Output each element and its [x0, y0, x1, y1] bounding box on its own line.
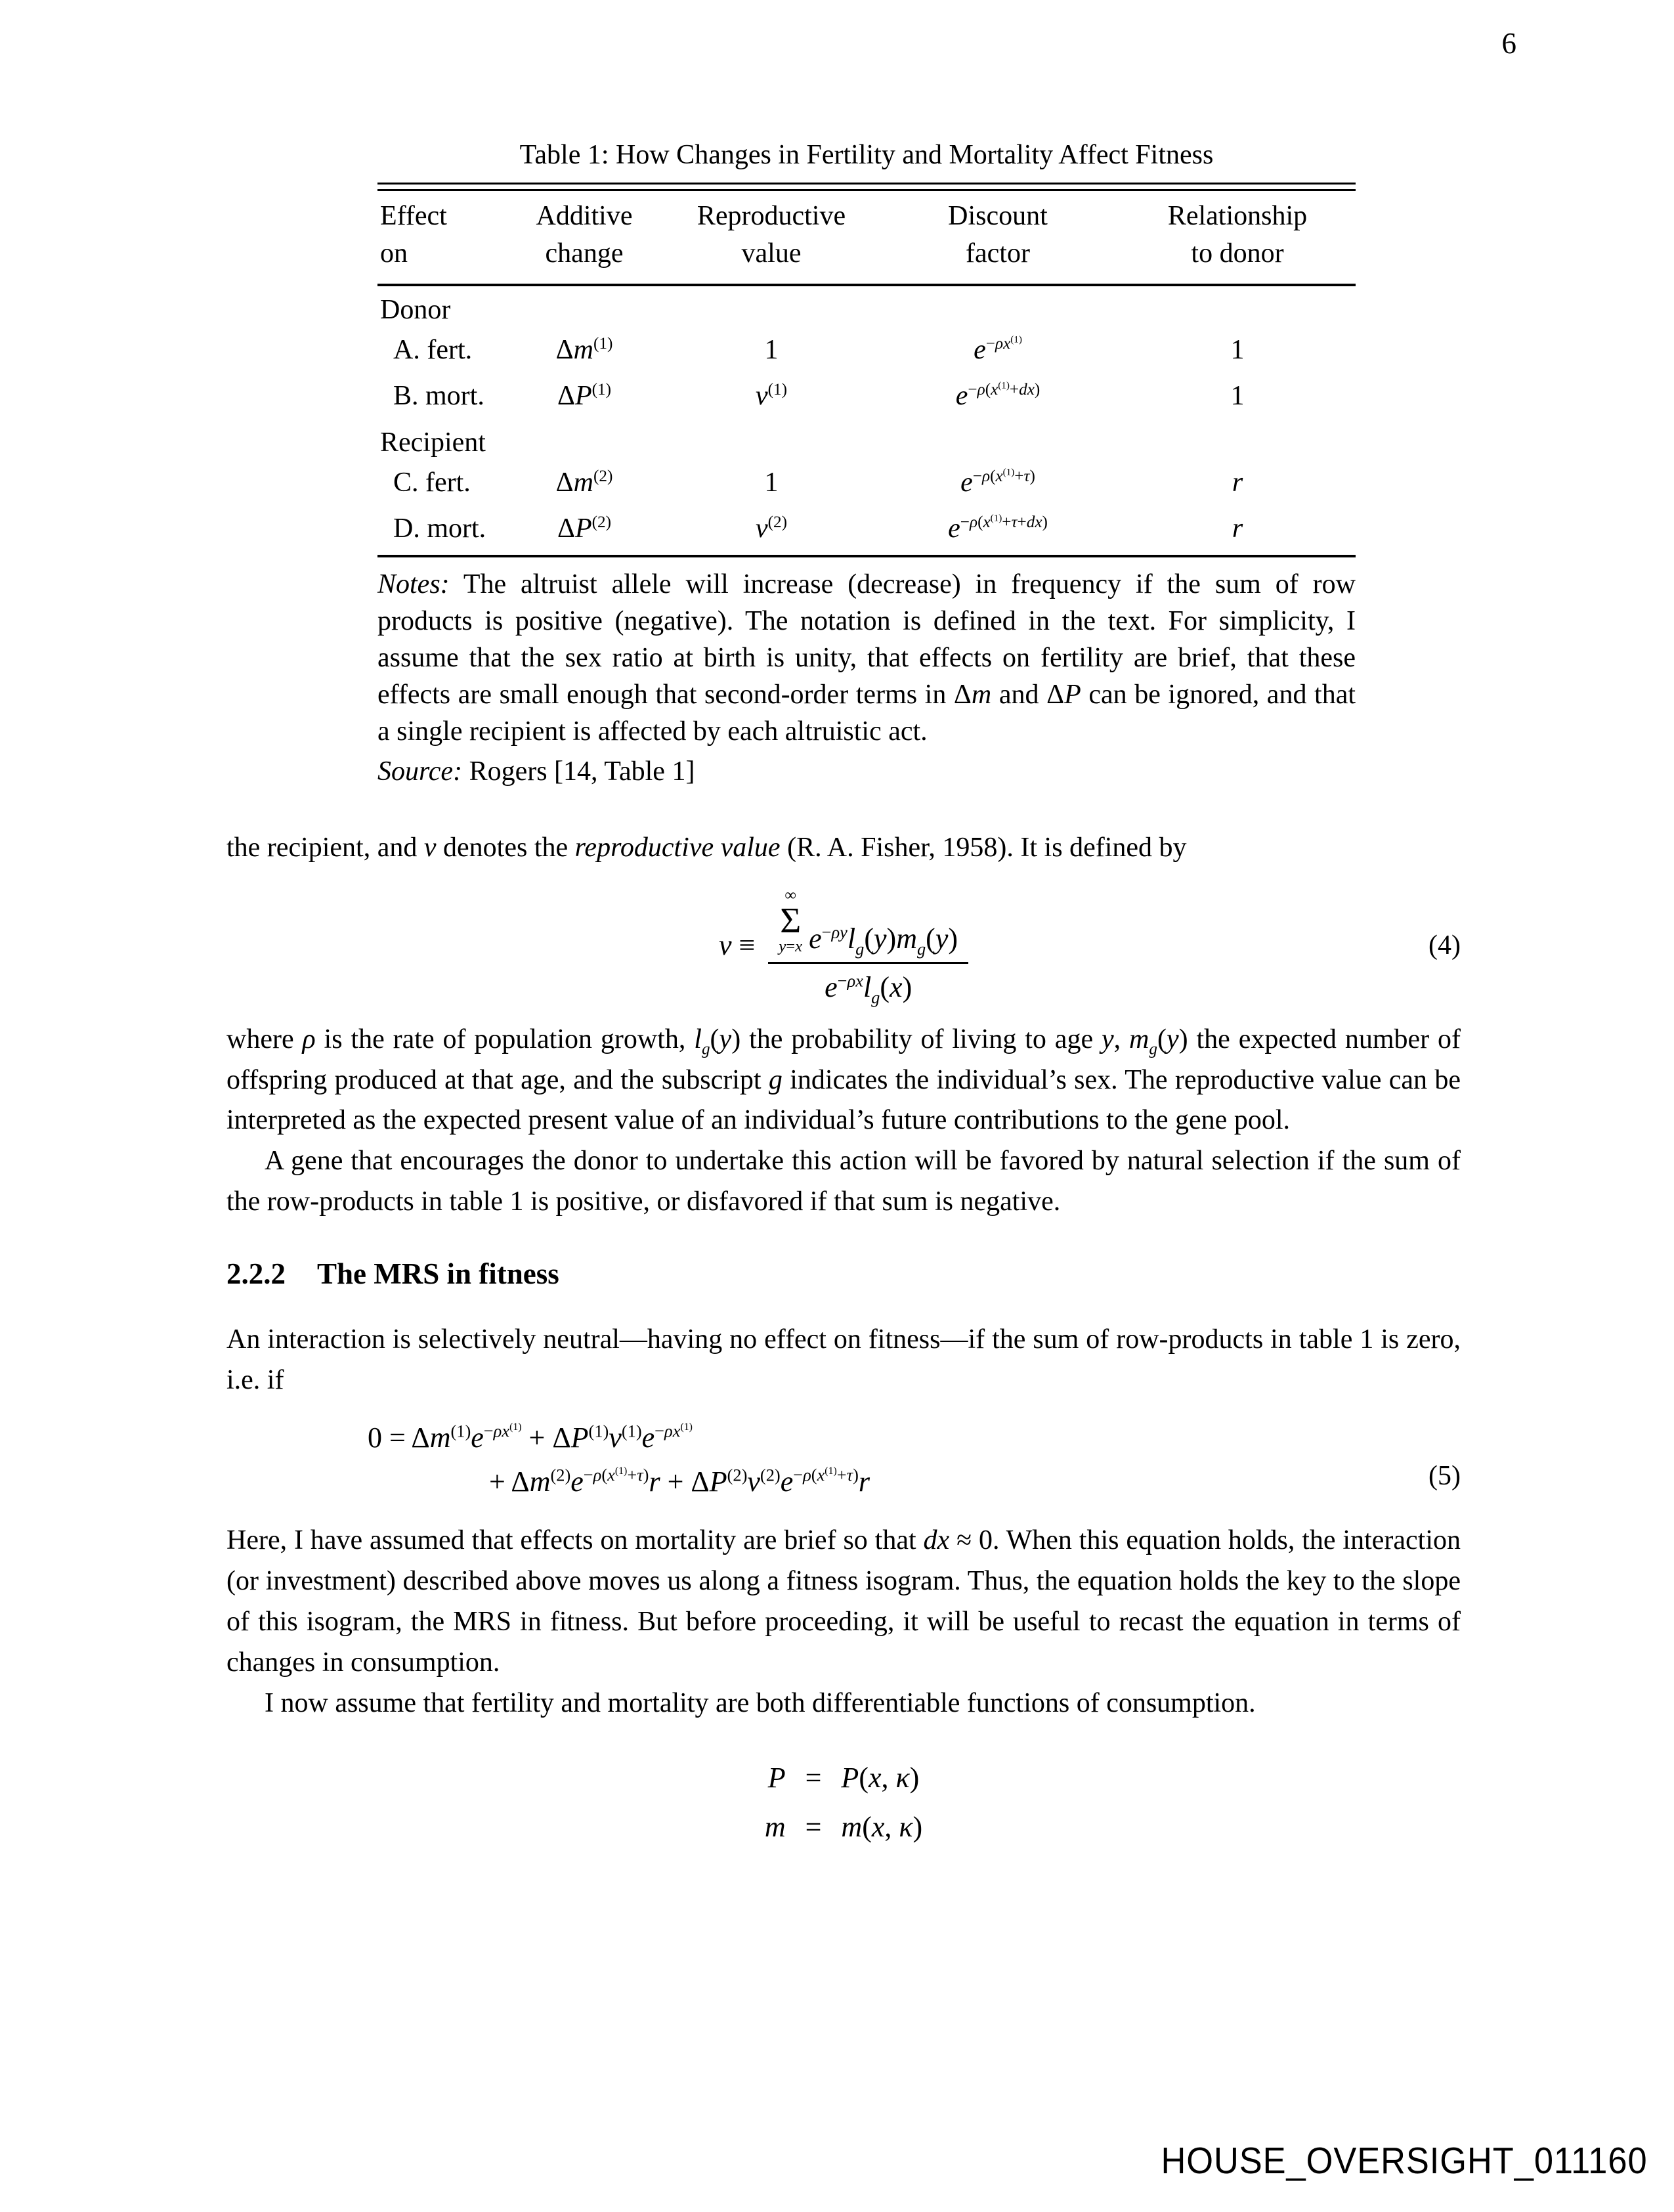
table-notes: Notes: The altruist allele will increase (decrease) in frequency if the sum of row products is positive (negative). The notation is defined in the text. For simplicity, I assume that the sex ratio at birth is unity, that effects on fertility are brief, that these effects are small enough that second-order terms in Δm and ΔP can be ignored, and that a single recipient is affected by each altruistic act.: [377, 569, 1356, 747]
equation-row-P: P = P(x, κ): [767, 1761, 920, 1794]
equation-5-line1: $0 = \Delta m^{(1)}e^{-\rho x^{(1)}} + \Delta P^{(1)}v^{(1)}e^{-\rho x^{(1)}}$: [368, 1421, 693, 1454]
table-row-c-fert: C. fert. $\Delta m^{(2)}$ 1 $e^{-\rho(x^{(1)}+\tau)}$ r: [393, 467, 1243, 498]
paragraph-a-gene: A gene that encourages the donor to undertake this action will be favored by natural selection if the sum of the row-products in table 1 is positive, or disfavored if that sum is negative.: [226, 1146, 1461, 1217]
sum-upper-limit: ∞: [784, 886, 796, 904]
fraction-numerator: [768, 887, 968, 964]
paragraph-recipient: the recipient, and v denotes the reproductive value (R. A. Fisher, 1958). It is defined by: [226, 832, 1187, 863]
equation-5-line2: + $\Delta m^{(2)}e^{-\rho(x^{(1)}+\tau)}r + \Delta P^{(2)}v^{(2)}e^{-\rho(x^{(1)}+\tau)}r$: [489, 1465, 870, 1498]
sum-operator: [779, 887, 802, 955]
section-number: 2.2.2: [226, 1257, 286, 1291]
section-title: The MRS in fitness: [317, 1257, 559, 1291]
paragraph-where-rho: where ρ is the rate of population growth, $l_g(y)$ the probability of living to age y, $m_g(y)$ the expected number of offspring produced at that age, and the subscript g indicates the individual’s sex. The reproductive value can be interpreted as the expected present value of an individual’s future contributions to the gene pool.: [226, 1024, 1461, 1136]
group-row-recipient: Recipient: [380, 427, 486, 458]
page-number: 6: [1501, 27, 1516, 60]
paragraph-i-now-assume: I now assume that fertility and mortality are both differentiable functions of consumption.: [265, 1687, 1256, 1718]
section-heading: [226, 1257, 1461, 1291]
paragraph-here-assumed: Here, I have assumed that effects on mortality are brief so that dx ≈ 0. When this equation holds, the interaction (or investment) described above moves us along a fitness isogram. Thus, the equation holds the key to the slope of this isogram, the MRS in fitness. But before proceeding, it will be useful to recast the equation in terms of changes in consumption.: [226, 1525, 1461, 1678]
table-caption: Table 1: How Changes in Fertility and Mortality Affect Fitness: [519, 140, 1214, 170]
col-header-additive-change: Additive change: [502, 191, 666, 285]
paragraph-interaction: An interaction is selectively neutral—having no effect on fitness—if the sum of row-products in table 1 is zero, i.e. if: [226, 1324, 1461, 1396]
col-header-effect-on: Effect on: [377, 191, 502, 285]
table-header: [377, 191, 1356, 285]
equation-row-m: m = m(x, κ): [764, 1810, 923, 1843]
col-header-reproductive-value: Reproductive value: [666, 191, 876, 285]
equation-5-number: (5): [1428, 1461, 1461, 1492]
fitness-table: [377, 191, 1356, 557]
document-id-stamp: HOUSE_OVERSIGHT_011160: [1161, 2140, 1648, 2182]
group-row-donor: Donor: [380, 295, 451, 326]
equation-4: [226, 886, 1461, 1007]
page-content: [226, 0, 1461, 1852]
fraction-denominator: $e^{-\rho x}l_g(x)$: [825, 970, 912, 1007]
sigma-symbol: Σ: [780, 900, 802, 941]
col-header-discount-factor: Discount factor: [876, 191, 1119, 285]
fraction: [768, 886, 968, 1007]
equation-5: [226, 1421, 1461, 1498]
equation-system: [765, 1753, 922, 1852]
numerator-expression: $e^{-\rho y}l_g(y)m_g(y)$: [809, 921, 958, 959]
eq4-lhs: v ≡: [718, 929, 756, 962]
table-row-b-mort: B. mort. ΔP$^{(1)}$ $v^{(1)}$ $e^{-\rho(x^{(1)}+dx)}$ 1: [393, 380, 1245, 412]
sum-lower-limit: y=x: [779, 937, 803, 955]
equation-4-number: (4): [1428, 930, 1461, 961]
equation-4-body: [226, 886, 1461, 1007]
table-1-block: [377, 139, 1356, 787]
table-top-rule: [377, 183, 1356, 191]
table-row-a-fert: A. fert. $\Delta m^{(1)}$ 1 $e^{-\rho x^{(1)}}$ 1: [393, 334, 1245, 366]
col-header-relationship: Relationship to donor: [1119, 191, 1356, 285]
table-row-d-mort: D. mort. ΔP$^{(2)}$ $v^{(2)}$ $e^{-\rho(x^{(1)}+\tau+dx)}$ r: [377, 506, 1356, 556]
table-source: Source: Rogers [14, Table 1]: [377, 756, 695, 787]
